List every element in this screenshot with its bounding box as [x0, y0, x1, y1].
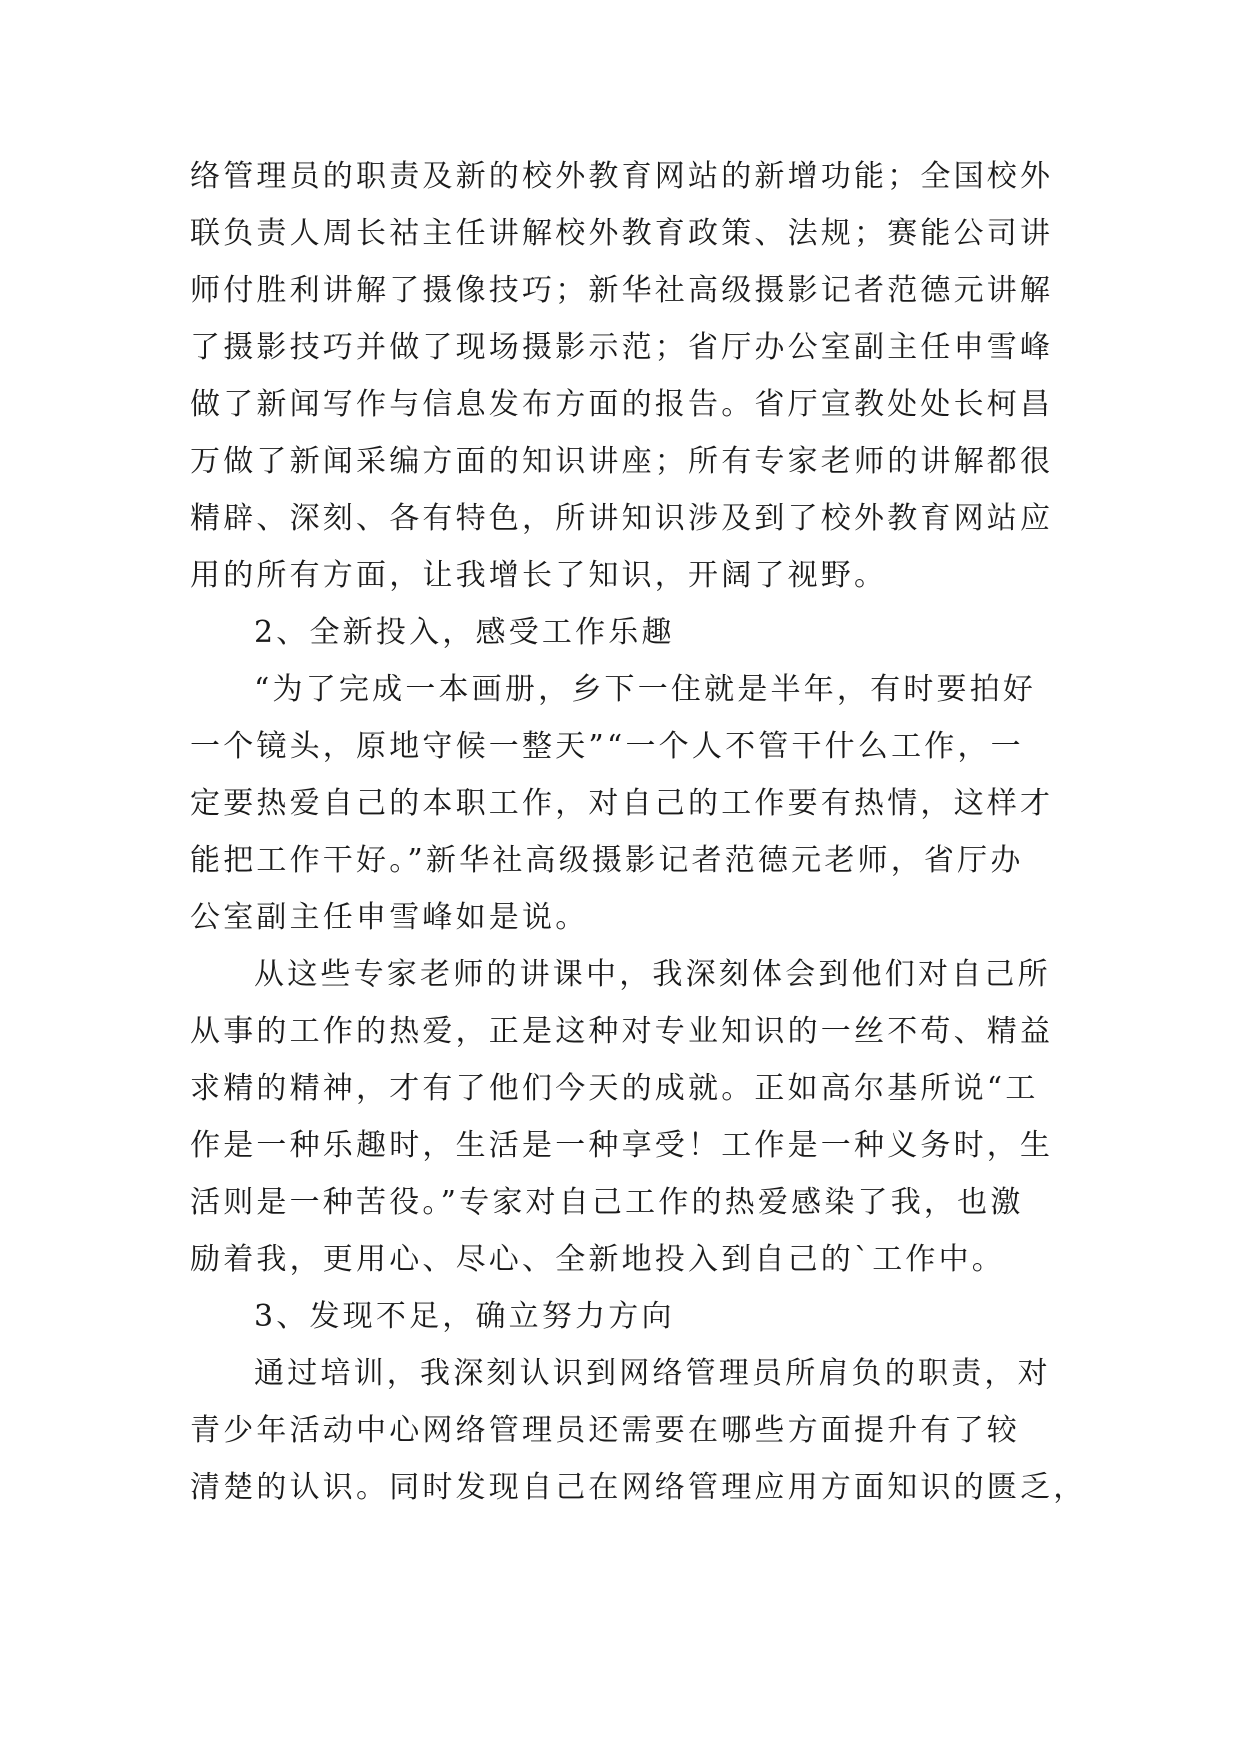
- document-body: [190, 148, 1087, 1516]
- paragraph-first-line: 从这些专家老师的讲课中，我深刻体会到他们对自己所: [254, 957, 1051, 992]
- paragraph-line: 做了新闻写作与信息发布方面的报告。省厅宣教处处长柯昌: [190, 387, 1054, 422]
- paragraph-first-line: “为了完成一本画册，乡下一住就是半年，有时要拍好: [254, 672, 1037, 707]
- paragraph-line: 精辟、深刻、各有特色，所讲知识涉及到了校外教育网站应: [190, 501, 1054, 536]
- paragraph-line: 求精的精神，才有了他们今天的成就。正如高尔基所说“工: [190, 1071, 1039, 1106]
- paragraph-line: 活则是一种苦役。”专家对自己工作的热爱感染了我，也激: [190, 1185, 1024, 1220]
- paragraph-first-line: 通过培训，我深刻认识到网络管理员所肩负的职责，对: [254, 1356, 1051, 1391]
- paragraph-line: 公室副主任申雪峰如是说。: [190, 900, 589, 935]
- paragraph-line: 一个镜头，原地守候一整天”“一个人不管干什么工作，一: [190, 729, 1024, 764]
- section-heading: 3、发现不足，确立努力方向: [254, 1299, 675, 1334]
- paragraph-line: 万做了新闻采编方面的知识讲座；所有专家老师的讲解都很: [190, 444, 1054, 479]
- paragraph-line: 络管理员的职责及新的校外教育网站的新增功能；全国校外: [190, 159, 1054, 194]
- paragraph-line: 了摄影技巧并做了现场摄影示范；省厅办公室副主任申雪峰: [190, 330, 1054, 365]
- paragraph-line: 励着我，更用心、尽心、全新地投入到自己的`工作中。: [190, 1242, 1005, 1277]
- paragraph-line: 师付胜利讲解了摄像技巧；新华社高级摄影记者范德元讲解: [190, 273, 1054, 308]
- paragraph-line: 作是一种乐趣时，生活是一种享受！工作是一种义务时，生: [190, 1128, 1054, 1163]
- section-heading: 2、全新投入，感受工作乐趣: [254, 615, 675, 650]
- paragraph-line: 联负责人周长祜主任讲解校外教育政策、法规；赛能公司讲: [190, 216, 1054, 251]
- paragraph-line: 清楚的认识。同时发现自己在网络管理应用方面知识的匮乏，: [190, 1470, 1087, 1505]
- paragraph-line: 用的所有方面，让我增长了知识，开阔了视野。: [190, 558, 888, 593]
- paragraph-line: 青少年活动中心网络管理员还需要在哪些方面提升有了较: [190, 1413, 1020, 1448]
- paragraph-line: 从事的工作的热爱，正是这种对专业知识的一丝不苟、精益: [190, 1014, 1054, 1049]
- paragraph-line: 定要热爱自己的本职工作，对自己的工作要有热情，这样才: [190, 786, 1054, 821]
- paragraph-line: 能把工作干好。”新华社高级摄影记者范德元老师，省厅办: [190, 843, 1024, 878]
